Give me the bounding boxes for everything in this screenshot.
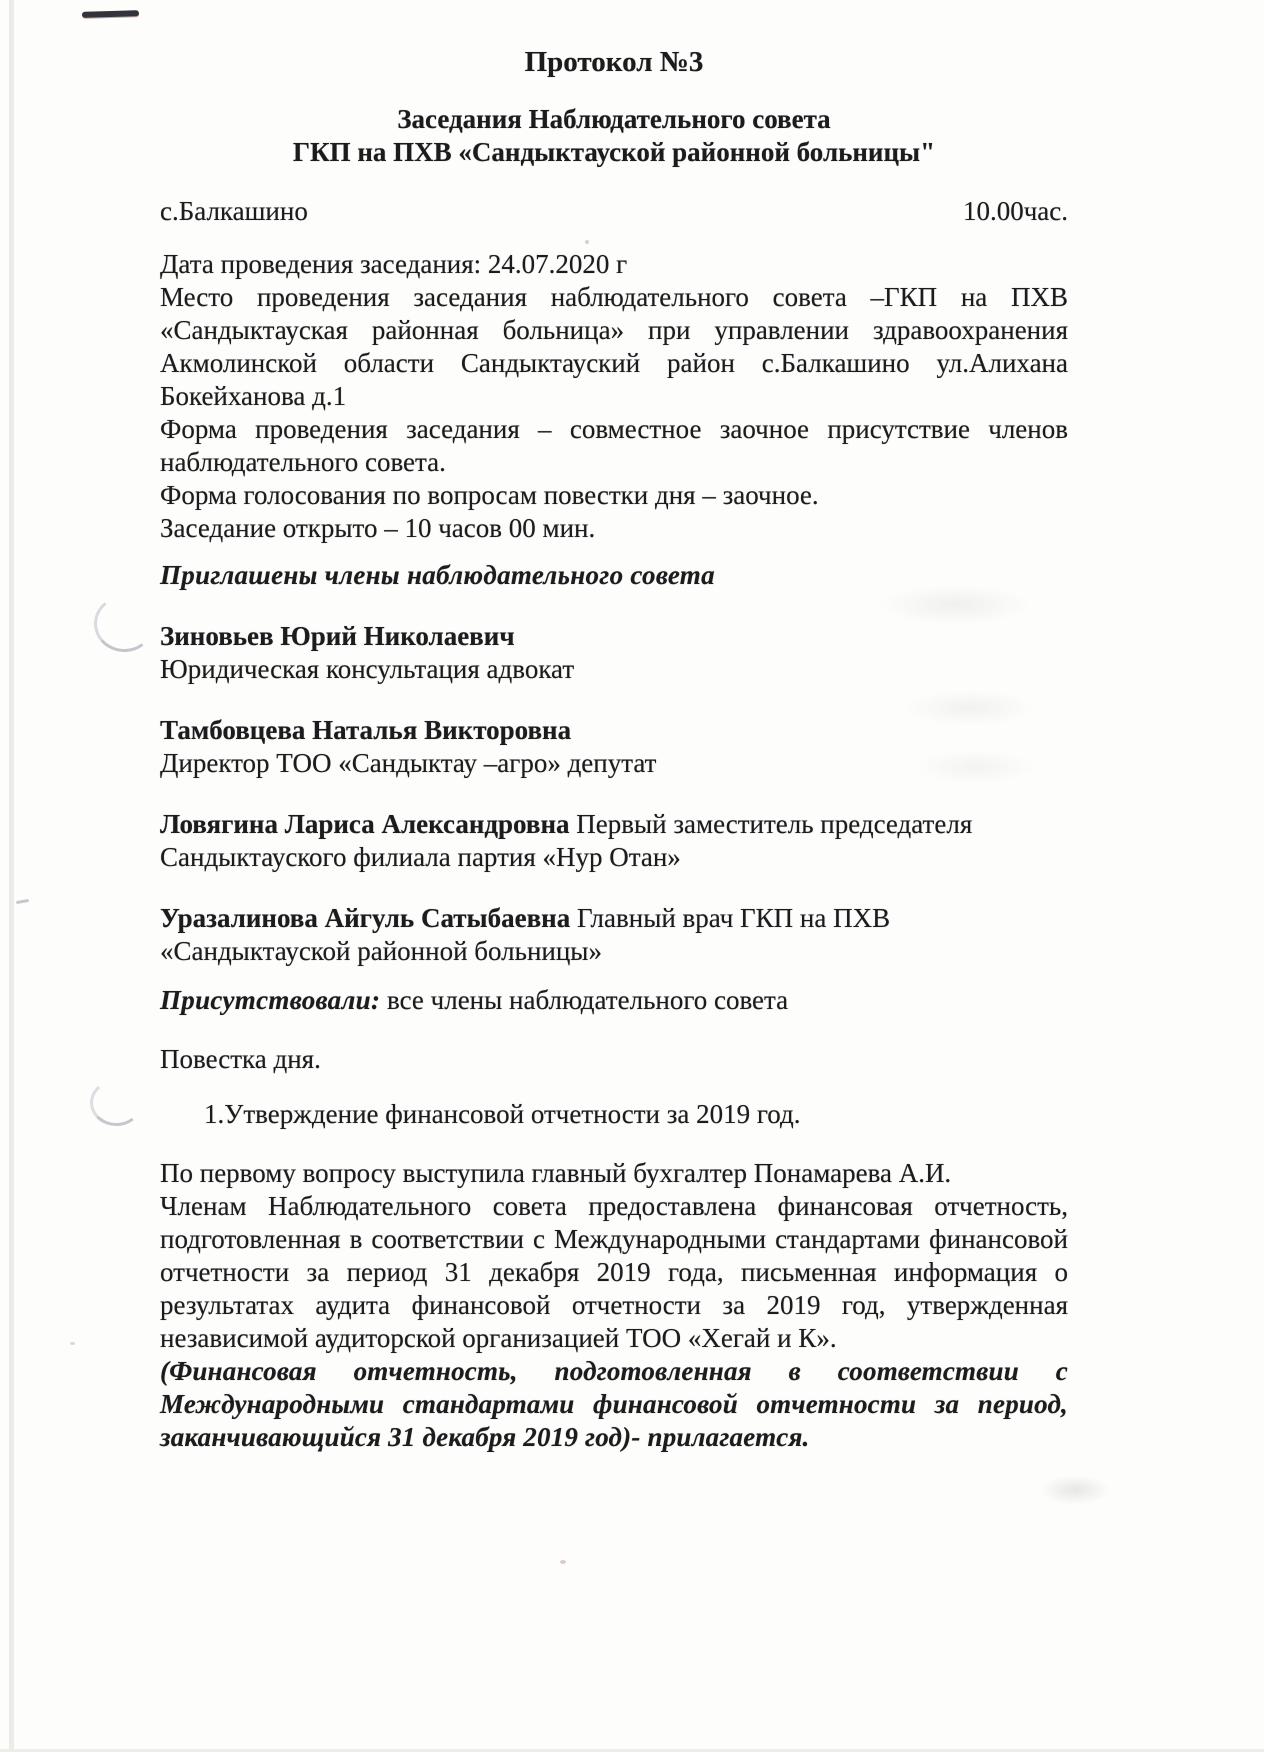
meta-open-line: Заседание открыто – 10 часов 00 мин. <box>160 513 596 543</box>
invited-heading: Приглашены члены наблюдательного совета <box>160 560 715 590</box>
meta-place-line: Акмолинской области Сандыктауский район с.Балкашино ул.Алихана <box>160 348 1068 378</box>
place-label: с.Балкашино <box>160 196 308 226</box>
member-name: Тамбовцева Наталья Викторовна <box>160 715 572 745</box>
doc-subtitle-line2: ГКП на ПХВ «Сандыктауской районной больницы" <box>292 137 936 167</box>
doc-subtitle <box>160 103 1068 169</box>
meta-vote-line: Форма голосования по вопросам повестки дня – заочное. <box>160 480 819 510</box>
first-question-paragraph <box>160 1157 1068 1454</box>
present-line <box>160 984 1068 1017</box>
member-role-inline: Главный врач ГКП на ПХВ <box>570 903 891 933</box>
document-content <box>160 46 1068 1454</box>
meeting-meta <box>160 248 1068 545</box>
member-role: Юридическая консультация адвокат <box>160 654 575 684</box>
pen-tick-mark <box>16 899 29 904</box>
present-label: Присутствовали: <box>160 985 381 1015</box>
member-role: «Сандыктауской районной больницы» <box>160 936 602 966</box>
agenda-item-1: 1.Утверждение финансовой отчетности за 2019 год. <box>204 1099 801 1129</box>
present-text: все члены наблюдательного совета <box>387 985 789 1015</box>
member-name-line <box>160 714 1068 747</box>
member-role: Директор ТОО «Сандыктау –агро» депутат <box>160 748 657 778</box>
member-item <box>160 620 1068 686</box>
member-role-inline: Первый заместитель председателя <box>569 809 973 839</box>
member-name-line <box>160 808 1068 841</box>
body-line: результатах аудита финансовой отчетности за 2019 год, утвержденная <box>160 1290 1068 1320</box>
body-line: По первому вопросу выступила главный бухгалтер Понамарева А.И. <box>160 1158 952 1188</box>
scan-smudge <box>1040 1475 1110 1505</box>
fin-statement-line: Международными стандартами финансовой отчетности за период, <box>160 1389 1068 1419</box>
meta-place-line: Бокейханова д.1 <box>160 381 347 411</box>
scan-speck <box>70 1342 75 1345</box>
meta-date-line: Дата проведения заседания: 24.07.2020 г <box>160 249 628 279</box>
member-name: Ловягина Лариса Александровна <box>160 809 570 839</box>
time-label: 10.00час. <box>962 196 1068 226</box>
member-item <box>160 808 1068 874</box>
member-name: Уразалинова Айгуль Сатыбаевна <box>160 903 571 933</box>
doc-subtitle-line1: Заседания Наблюдательного совета <box>397 104 831 134</box>
body-line: независимой аудиторской организацией ТОО «Хегай и К». <box>160 1323 837 1353</box>
fin-statement-line: заканчивающийся 31 декабря 2019 год)- прилагается. <box>160 1422 810 1452</box>
scan-edge-left <box>9 0 14 1752</box>
meta-place-line: «Сандыктауская районная больница» при управлении здравоохранения <box>160 315 1068 345</box>
body-line: Членам Наблюдательного совета предоставлена финансовая отчетность, <box>160 1191 1068 1221</box>
pen-curve-mark <box>91 593 157 655</box>
fin-statement-line: (Финансовая отчетность, подготовленная в соответствии с <box>160 1356 1068 1386</box>
pen-curve-mark <box>88 1078 143 1128</box>
meta-place-line: Место проведения заседания наблюдательного совета –ГКП на ПХВ <box>160 282 1068 312</box>
scan-speck <box>560 1560 566 1564</box>
doc-title: Протокол №3 <box>524 46 704 78</box>
body-line: отчетности за период 31 декабря 2019 года, письменная информация о <box>160 1257 1068 1287</box>
member-name-line <box>160 902 1068 935</box>
member-name-line <box>160 620 1068 653</box>
meta-form-line: наблюдательного совета. <box>160 447 446 477</box>
agenda-title: Повестка дня. <box>160 1044 321 1074</box>
meta-form-line: Форма проведения заседания – совместное заочное присутствие членов <box>160 414 1068 444</box>
place-time-row <box>160 195 1068 228</box>
member-role: Сандыктауского филиала партия «Нур Отан» <box>160 842 681 872</box>
pen-dash-mark <box>82 10 139 18</box>
body-line: подготовленная в соответствии с Международными стандартами финансовой <box>160 1224 1068 1254</box>
member-name: Зиновьев Юрий Николаевич <box>160 621 515 651</box>
member-item <box>160 902 1068 968</box>
member-item <box>160 714 1068 780</box>
